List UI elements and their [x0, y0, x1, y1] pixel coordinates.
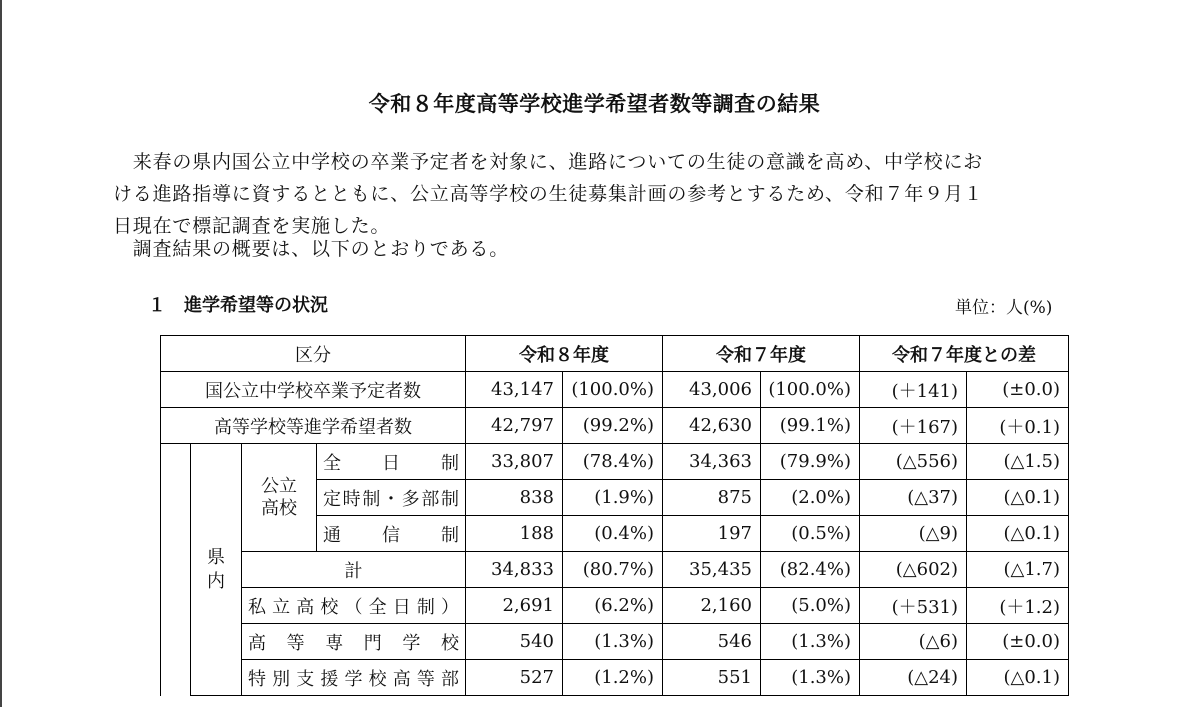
r8-percent: (1.2%) — [563, 660, 663, 696]
diff-percent: (△0.1) — [967, 660, 1069, 696]
r8-count: 43,147 — [466, 372, 563, 408]
diff-percent: (△0.1) — [967, 480, 1069, 516]
r7-count: 546 — [663, 624, 761, 660]
row-label: 定時制・多部制 — [317, 480, 466, 516]
intro-line-3: 日現在で標記調査を実施した。 — [113, 215, 391, 237]
r7-percent: (0.5%) — [761, 516, 860, 552]
r7-count: 43,006 — [663, 372, 761, 408]
table-row — [161, 444, 1069, 480]
row-label: 全日制 — [317, 444, 466, 480]
intro-line-1: 来春の県内国公立中学校の卒業予定者を対象に、進路についての生徒の意識を高め、中学校にお — [113, 151, 984, 173]
row-label: 高等学校等進学希望者数 — [161, 408, 466, 444]
r8-percent: (1.9%) — [563, 480, 663, 516]
results-table — [160, 335, 1069, 696]
r8-percent: (1.3%) — [563, 624, 663, 660]
row-label: 特別支援学校高等部 — [242, 660, 466, 696]
group-koritsu — [242, 444, 317, 552]
r8-count: 527 — [466, 660, 563, 696]
row-label: 私立高校（全日制） — [242, 588, 466, 624]
intro-line-4: 調査結果の概要は、以下のとおりである。 — [113, 238, 510, 260]
r7-percent: (82.4%) — [761, 552, 860, 588]
r7-count: 34,363 — [663, 444, 761, 480]
r7-percent: (1.3%) — [761, 660, 860, 696]
diff-count: (△24) — [860, 660, 967, 696]
r7-count: 2,160 — [663, 588, 761, 624]
section-heading: １ 進学希望等の状況 — [148, 295, 328, 316]
header-r8: 令和８年度 — [466, 336, 663, 372]
diff-percent: (＋1.2) — [967, 588, 1069, 624]
diff-count: (△556) — [860, 444, 967, 480]
table-row — [161, 660, 1069, 696]
r7-percent: (79.9%) — [761, 444, 860, 480]
row-label: 計 — [242, 552, 466, 588]
table-row — [161, 408, 1069, 444]
header-r7: 令和７年度 — [663, 336, 860, 372]
diff-count: (△9) — [860, 516, 967, 552]
diff-percent: (±0.0) — [967, 372, 1069, 408]
header-row — [161, 336, 1069, 372]
diff-percent: (△0.1) — [967, 516, 1069, 552]
r8-percent: (0.4%) — [563, 516, 663, 552]
document-title: 令和８年度高等学校進学希望者数等調査の結果 — [368, 92, 821, 116]
diff-count: (＋531) — [860, 588, 967, 624]
r8-percent: (80.7%) — [563, 552, 663, 588]
group-kennai-label: 県内 — [207, 546, 225, 592]
unit-label: 単位：人(%) — [955, 298, 1053, 318]
table-row — [161, 624, 1069, 660]
r8-count: 33,807 — [466, 444, 563, 480]
table-row — [161, 552, 1069, 588]
r7-count: 197 — [663, 516, 761, 552]
row-label: 国公立中学校卒業予定者数 — [161, 372, 466, 408]
diff-percent: (△1.7) — [967, 552, 1069, 588]
row-label: 高等専門学校 — [242, 624, 466, 660]
r7-count: 551 — [663, 660, 761, 696]
diff-count: (△602) — [860, 552, 967, 588]
r7-count: 875 — [663, 480, 761, 516]
diff-count: (△37) — [860, 480, 967, 516]
r8-count: 34,833 — [466, 552, 563, 588]
r8-percent: (78.4%) — [563, 444, 663, 480]
r7-percent: (100.0%) — [761, 372, 860, 408]
r7-percent: (1.3%) — [761, 624, 860, 660]
r8-percent: (6.2%) — [563, 588, 663, 624]
diff-percent: (＋0.1) — [967, 408, 1069, 444]
r7-count: 35,435 — [663, 552, 761, 588]
intro-line-2: ける進路指導に資するとともに、公立高等学校の生徒募集計画の参考とするため、令和７年９月１ — [113, 183, 984, 205]
r7-percent: (5.0%) — [761, 588, 860, 624]
diff-count: (△6) — [860, 624, 967, 660]
table-row — [161, 372, 1069, 408]
r8-percent: (99.2%) — [563, 408, 663, 444]
r8-count: 42,797 — [466, 408, 563, 444]
header-category: 区分 — [161, 336, 466, 372]
diff-count: (＋167) — [860, 408, 967, 444]
group-kennai — [191, 444, 242, 696]
blank-margin — [161, 444, 191, 696]
r7-percent: (2.0%) — [761, 480, 860, 516]
diff-percent: (±0.0) — [967, 624, 1069, 660]
r7-count: 42,630 — [663, 408, 761, 444]
r7-percent: (99.1%) — [761, 408, 860, 444]
header-diff: 令和７年度との差 — [860, 336, 1069, 372]
r8-count: 188 — [466, 516, 563, 552]
r8-count: 2,691 — [466, 588, 563, 624]
r8-percent: (100.0%) — [563, 372, 663, 408]
diff-percent: (△1.5) — [967, 444, 1069, 480]
r8-count: 540 — [466, 624, 563, 660]
group-koritsu-label: 公立高校 — [261, 475, 297, 519]
row-label: 通信制 — [317, 516, 466, 552]
table-row — [161, 588, 1069, 624]
diff-count: (＋141) — [860, 372, 967, 408]
r8-count: 838 — [466, 480, 563, 516]
